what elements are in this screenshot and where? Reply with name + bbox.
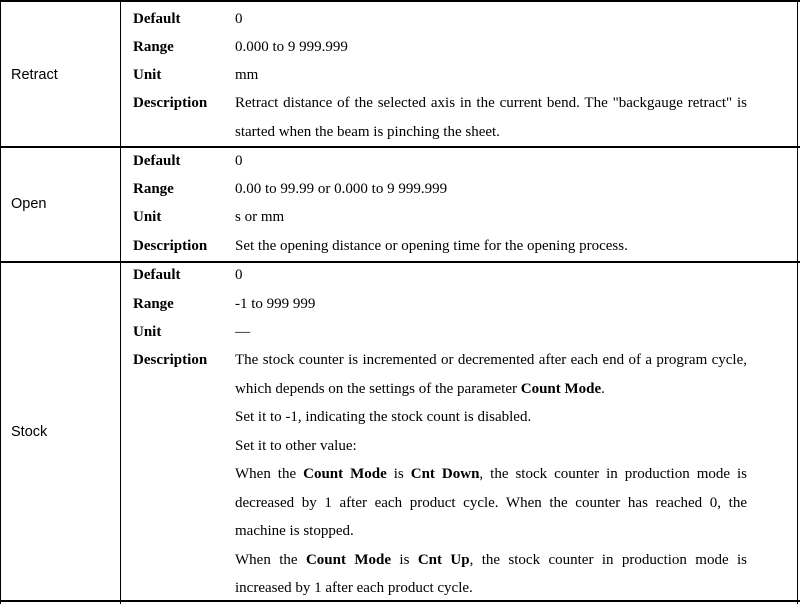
unit-value: mm: [235, 67, 259, 83]
default-label: Default: [133, 11, 181, 27]
parameter-name: Stock: [11, 424, 48, 440]
range-label: Range: [133, 296, 174, 312]
unit-label: Unit: [133, 324, 162, 340]
description-paragraph: Set it to -1, indicating the stock count is disabled.: [235, 409, 532, 425]
parameter-reference: Count Mode: [303, 466, 387, 482]
range-value: -1 to 999 999: [235, 296, 316, 312]
table-left-border: [0, 0, 1, 604]
text-run: When the: [235, 551, 306, 568]
default-value: 0: [235, 153, 243, 169]
description-label: Description: [133, 352, 208, 368]
parameter-reference: Count Mode: [305, 551, 392, 568]
description-paragraph: [235, 460, 747, 546]
unit-value: —: [235, 324, 250, 340]
default-value: 0: [235, 267, 243, 283]
option-reference: Cnt Down: [410, 466, 480, 482]
range-value: 0.00 to 99.99 or 0.000 to 9 999.999: [235, 181, 448, 197]
range-label: Range: [133, 181, 174, 197]
default-value: 0: [235, 11, 243, 27]
default-label: Default: [133, 153, 181, 169]
default-label: Default: [133, 267, 181, 283]
description-label: Description: [133, 95, 208, 111]
unit-label: Unit: [133, 209, 162, 225]
text-run: The stock counter is incremented or decremented after each end of a program cycle, which depends on the settings of the parameter: [235, 352, 747, 397]
range-value: 0.000 to 9 999.999: [235, 39, 348, 55]
unit-label: Unit: [133, 67, 162, 83]
parameter-name: Retract: [11, 67, 58, 83]
table-right-border: [797, 0, 798, 604]
description-label: Description: [133, 238, 208, 254]
description-text: [235, 346, 747, 603]
parameter-reference: Count Mode: [520, 380, 602, 397]
option-reference: Cnt Up: [417, 551, 470, 568]
description-paragraph: Set it to other value:: [235, 437, 357, 454]
text-run: , the stock counter in production mode is decreased by 1 after each product cycle. When the counter has reached 0, the machine is stopped.: [235, 466, 748, 539]
unit-value: s or mm: [235, 209, 285, 225]
text-run: is: [386, 466, 411, 482]
description-paragraph: [235, 546, 747, 603]
parameter-name: Open: [11, 196, 47, 212]
description-paragraph: [235, 346, 747, 403]
description-text: Retract distance of the selected axis in the current bend. The "backgauge retract" is started when the beam is pinching the sheet.: [235, 95, 747, 140]
text-run: is: [391, 551, 418, 568]
description-text: Set the opening distance or opening time for the opening process.: [235, 238, 628, 254]
column-divider: [120, 0, 121, 604]
text-run: , the stock counter in production mode is increased by 1 after each product cycle.: [235, 551, 748, 596]
text-run: When the: [235, 466, 304, 482]
range-label: Range: [133, 39, 174, 55]
text-run: .: [601, 380, 605, 397]
